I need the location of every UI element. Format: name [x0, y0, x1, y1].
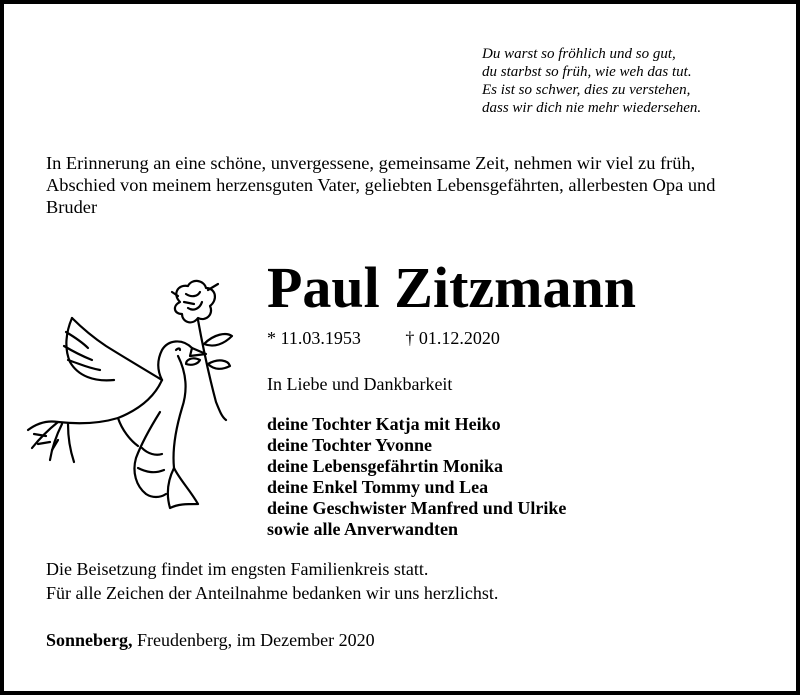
mourner-item: sowie alle Anverwandten — [267, 519, 458, 539]
poem-line: dass wir dich nie mehr wiedersehen. — [482, 100, 702, 116]
mourner-item: deine Geschwister Manfred und Ulrike — [267, 498, 567, 518]
place-main: Sonneberg, — [46, 630, 133, 650]
deceased-name: Paul Zitzmann — [267, 255, 636, 320]
dove-with-rose-icon — [22, 272, 242, 522]
poem-line: Es ist so schwer, dies zu verstehen, — [482, 82, 691, 98]
mourner-item: deine Lebensgefährtin Monika — [267, 456, 504, 476]
intro-text: In Erinnerung an eine schöne, unvergessene, gemeinsame Zeit, nehmen wir viel zu früh, Abschied von meinem herzensguten Vater, geliebten Lebensgefährten, allerbesten Opa und Bruder — [46, 153, 716, 217]
birth-date: * 11.03.1953 — [267, 328, 361, 348]
mourner-item: deine Enkel Tommy und Lea — [267, 477, 489, 497]
mourner-item: deine Tochter Yvonne — [267, 435, 433, 455]
place-date-line — [46, 629, 375, 651]
footer-text — [46, 557, 498, 605]
mourners-list — [267, 414, 566, 540]
poem-line: du starbst so früh, wie weh das tut. — [482, 64, 692, 80]
mourner-item: deine Tochter Katja mit Heiko — [267, 414, 501, 434]
poem-line: Du warst so fröhlich und so gut, — [482, 46, 676, 62]
death-date: † 01.12.2020 — [405, 328, 500, 348]
place-rest: Freudenberg, im Dezember 2020 — [132, 630, 375, 650]
dedication-line: In Liebe und Dankbarkeit — [267, 374, 453, 394]
life-dates — [267, 327, 500, 349]
poem — [482, 45, 782, 117]
funeral-note: Die Beisetzung findet im engsten Familienkreis statt. — [46, 559, 429, 579]
thanks-note: Für alle Zeichen der Anteilnahme bedanken wir uns herzlichst. — [46, 583, 499, 603]
